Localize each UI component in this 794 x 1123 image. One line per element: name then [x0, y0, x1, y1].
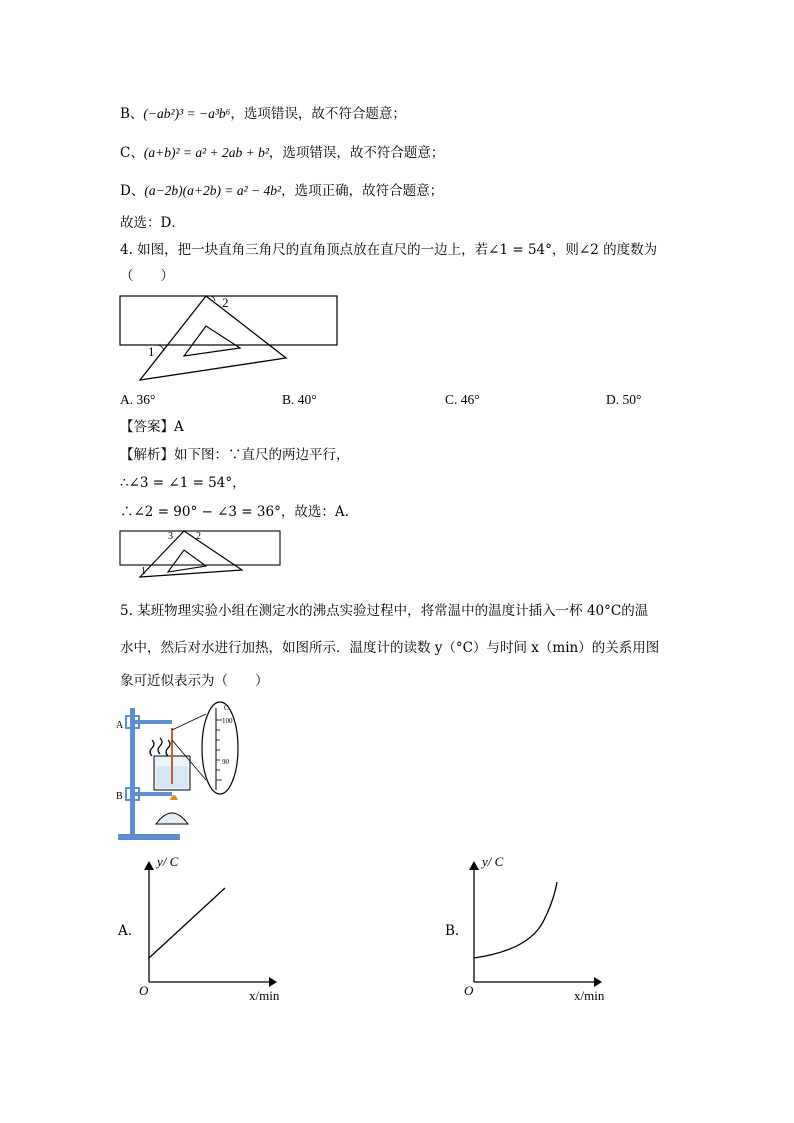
triangle-inner-2: [168, 550, 206, 572]
line-c-suffix: ，选项错误，故不符合题意；: [268, 145, 445, 161]
q4-analysis-figure: [118, 528, 288, 580]
option-b: B. 40°: [282, 392, 317, 407]
clamp-arm-b: [130, 792, 172, 796]
line-d-math: (a−2b)(a+2b) = a² − 4b²: [144, 183, 282, 198]
option-d: D. 50°: [606, 392, 642, 407]
thermometer-unit: C: [224, 704, 229, 712]
q4-analysis-3: ∴∠2 = 90° − ∠3 = 36°，故选：A.: [120, 504, 349, 520]
apparatus-label-a: A: [116, 720, 124, 731]
line-b-prefix: B、: [120, 106, 144, 122]
solution-line-c: [120, 144, 444, 162]
triangle-outer-2: [140, 531, 242, 577]
q5-stem-line-2: 水中，然后对水进行加热，如图所示．温度计的读数 y（°C）与时间 x（min）的关系用图: [120, 640, 660, 656]
graph-b-xlabel: x/min: [574, 988, 605, 1003]
triangle-outer: [140, 296, 286, 380]
graph-b-y-arrow: [469, 861, 479, 870]
thermometer-90: 90: [222, 758, 229, 766]
steam-waves: [150, 738, 170, 756]
graph-a-y-arrow: [144, 861, 154, 870]
line-b-math: (−ab²)³ = −a³b⁶: [143, 106, 231, 121]
clamp-arm-a: [130, 720, 172, 724]
graph-b-x-arrow: [594, 977, 602, 987]
line-b-suffix: ，选项错误，故不符合题意；: [230, 106, 406, 122]
callout-line-top: [172, 714, 206, 730]
thermometer-100: 100: [222, 717, 233, 725]
q5-stem-line-1: 5. 某班物理实验小组在测定水的沸点实验过程中，将常温中的温度计插入一杯 40°C的温: [120, 603, 649, 619]
graph-b-ylabel: y/ C: [482, 854, 504, 869]
stand-base: [118, 834, 180, 840]
fig2-label-2: 2: [196, 531, 201, 542]
triangle-inner: [184, 326, 240, 356]
q4-answer: 【答案】A: [120, 419, 184, 435]
graph-a-xlabel: x/min: [249, 988, 280, 1003]
line-d-prefix: D、: [120, 183, 145, 199]
solution-conclusion: 故选：D．: [120, 215, 185, 231]
q4-analysis-2: ∴∠3 = ∠1 = 54°，: [120, 475, 246, 491]
ruler: [120, 296, 337, 345]
solution-line-d: [120, 182, 443, 200]
line-d-suffix: ，选项正确，故符合题意；: [281, 183, 444, 199]
fig2-label-1: 1: [141, 566, 146, 577]
graph-a-x-arrow: [269, 977, 277, 987]
angle-1-label: 1: [148, 344, 155, 359]
graph-a-curve: [149, 888, 225, 958]
option-c: C. 46°: [445, 392, 480, 407]
graph-a: [135, 850, 305, 1005]
q5-stem-line-3: 象可近似表示为（ ）: [120, 673, 269, 689]
q4-stem-line-1: 4. 如图，把一块直角三角尺的直角顶点放在直尺的一边上，若∠1 = 54°，则∠2 的度数为: [120, 242, 658, 258]
q4-ruler-triangle-figure: [118, 290, 348, 385]
graph-a-option: A.: [118, 923, 133, 939]
line-c-prefix: C、: [120, 145, 144, 161]
graph-a-ylabel: y/ C: [157, 854, 179, 869]
fig2-label-3: 3: [168, 531, 173, 542]
graph-b: [460, 850, 630, 1005]
angle-2-label: 2: [222, 295, 229, 310]
line-c-math: (a+b)² = a² + 2ab + b²: [143, 145, 269, 160]
graph-b-option: B.: [445, 923, 460, 939]
alcohol-lamp: [156, 813, 188, 824]
apparatus-label-b: B: [116, 791, 123, 802]
q5-apparatus-figure: [116, 700, 246, 845]
graph-b-origin: O: [464, 983, 474, 998]
q4-stem-line-2: （ ）: [120, 268, 174, 284]
graph-a-origin: O: [139, 983, 149, 998]
option-a: A. 36°: [120, 392, 156, 407]
q4-analysis-1: 【解析】如下图：∵直尺的两边平行，: [120, 447, 350, 463]
solution-line-b: [120, 105, 406, 123]
graph-b-curve: [474, 882, 557, 958]
